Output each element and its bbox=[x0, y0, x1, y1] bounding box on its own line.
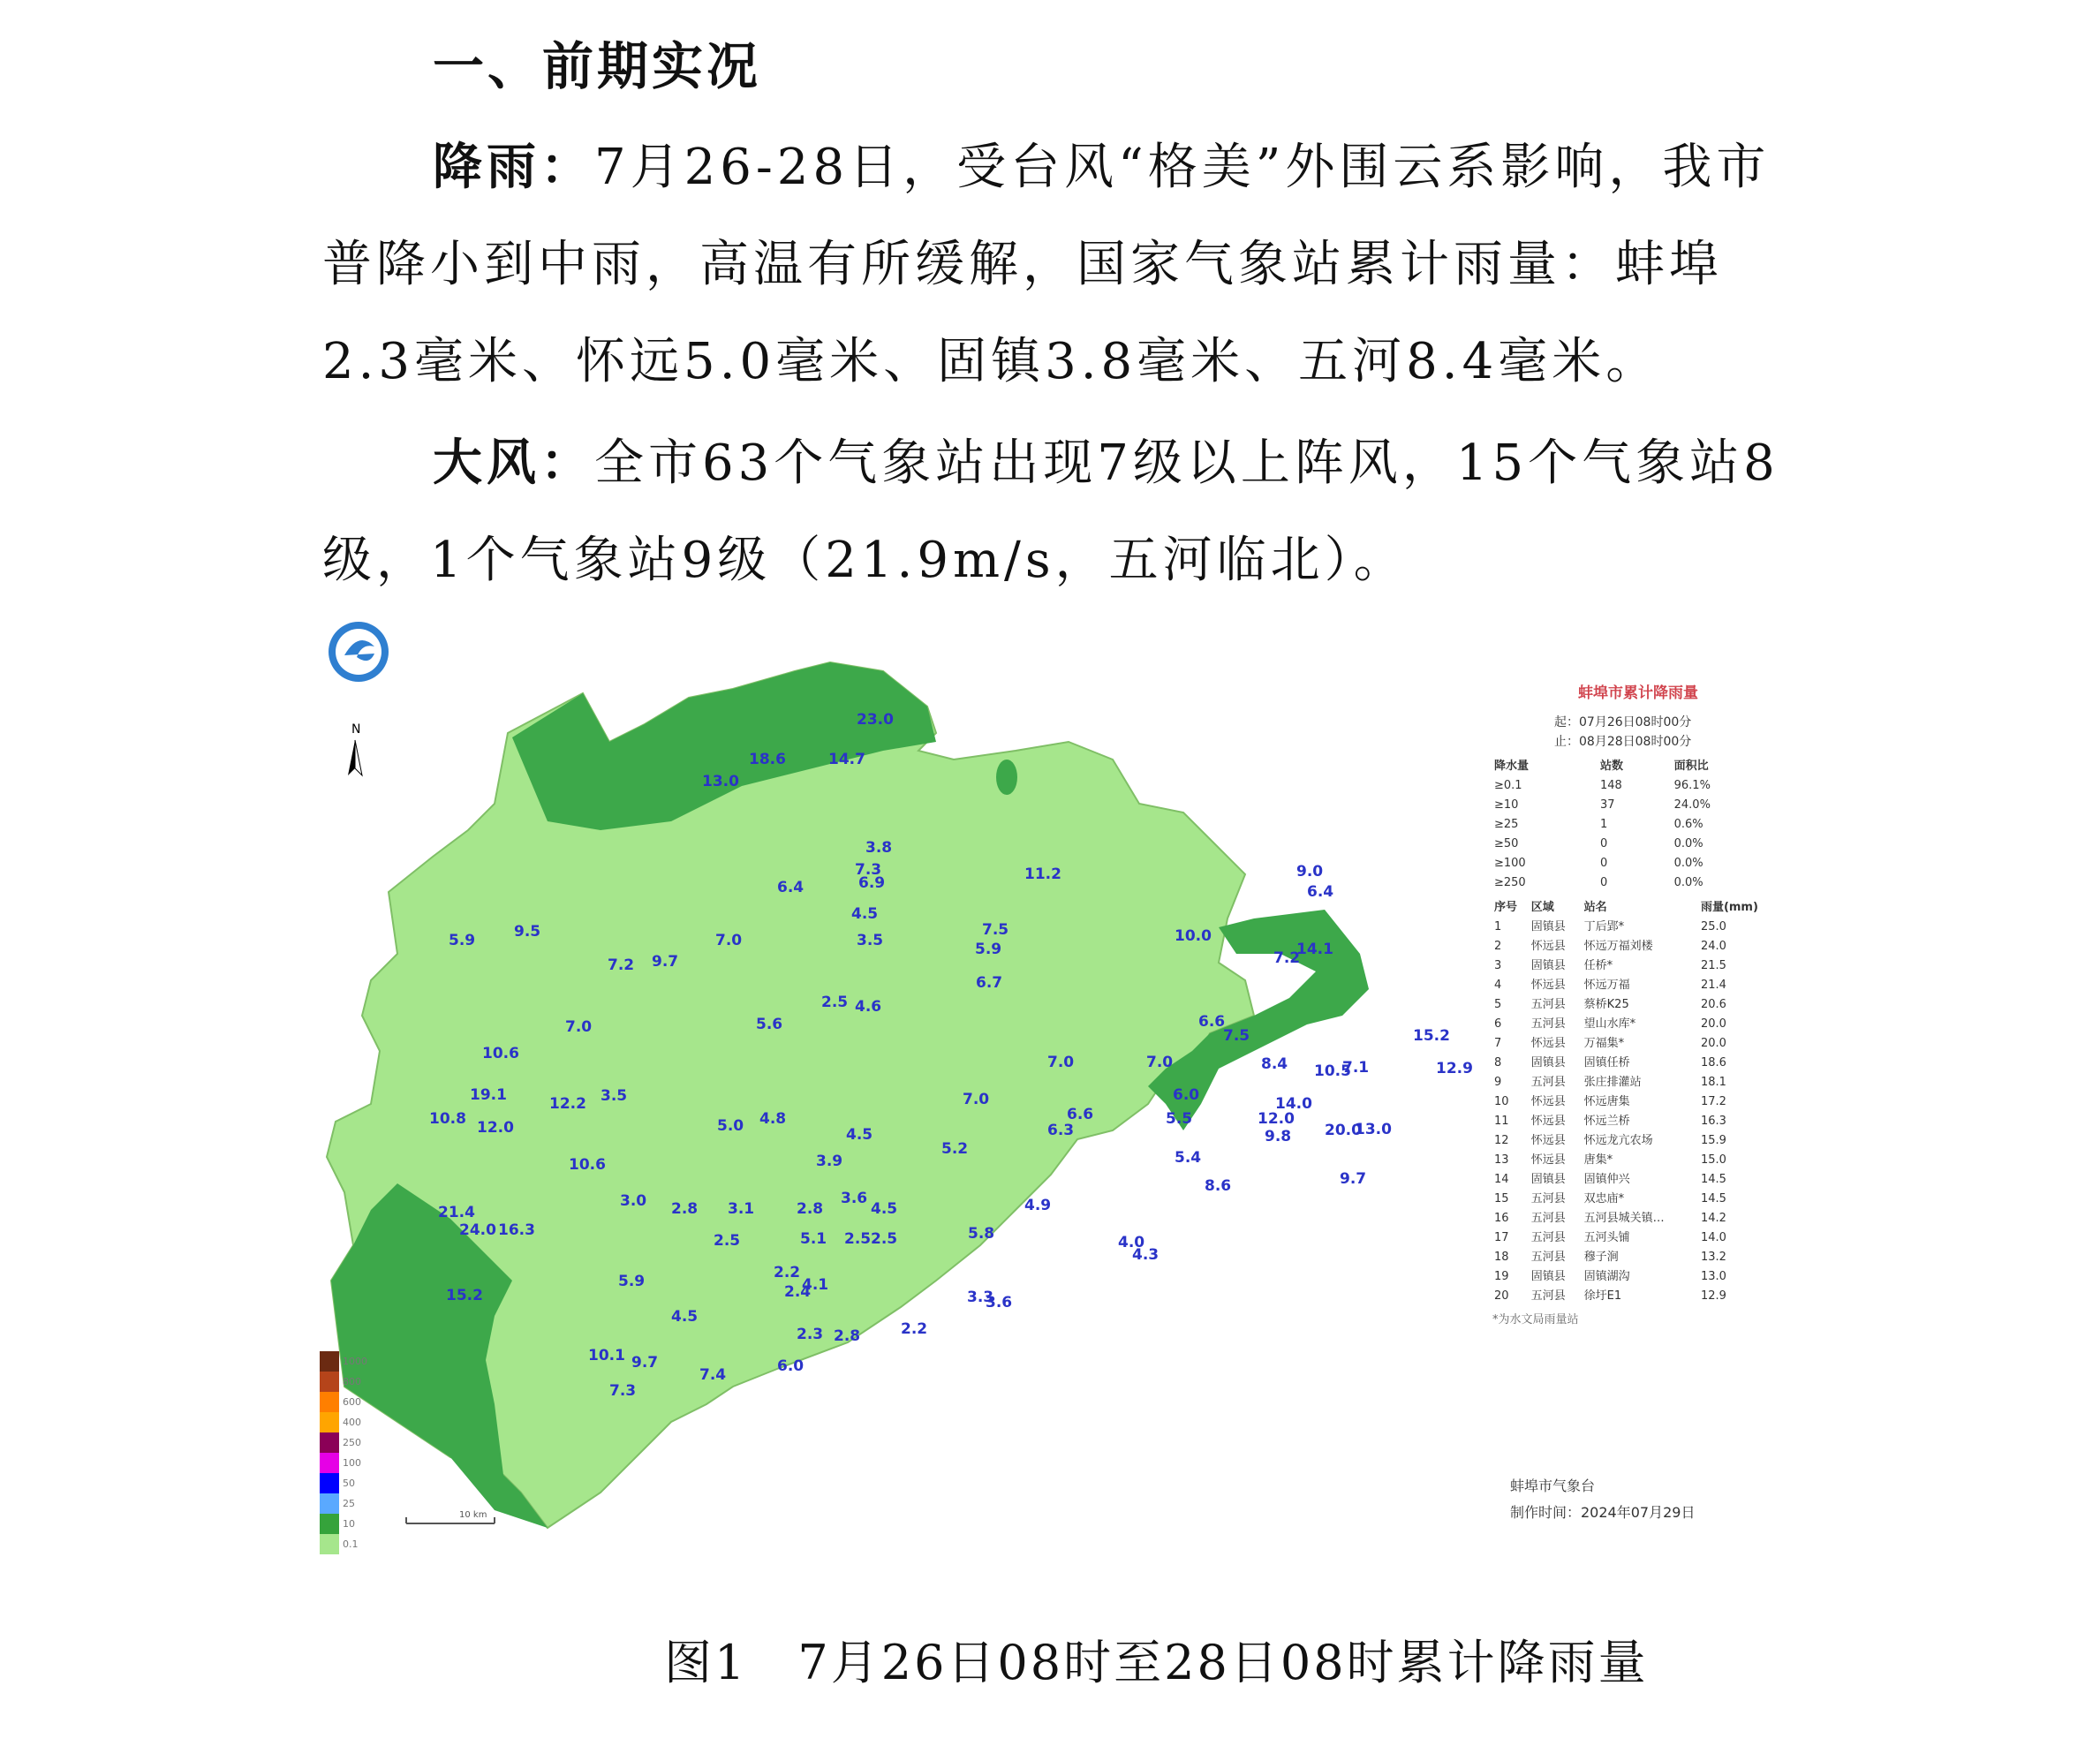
rank-cell: 固镇仲兴 bbox=[1583, 1173, 1630, 1186]
station-value: 9.7 bbox=[1340, 1170, 1367, 1188]
rank-cell: 13.0 bbox=[1700, 1270, 1726, 1283]
rank-row bbox=[1492, 1073, 1784, 1092]
rank-cell: 13 bbox=[1494, 1153, 1509, 1167]
rank-cell: 固镇县 bbox=[1530, 1173, 1566, 1186]
station-value: 23.0 bbox=[857, 711, 894, 729]
stats-cell: ≥25 bbox=[1494, 818, 1519, 831]
stats-table bbox=[1492, 757, 1784, 893]
colorbar-row bbox=[320, 1372, 367, 1392]
station-value: 6.0 bbox=[777, 1357, 804, 1375]
rank-row bbox=[1492, 937, 1784, 956]
rain-label: 降雨： bbox=[433, 139, 594, 196]
station-value: 21.4 bbox=[438, 1204, 475, 1221]
rank-cell: 怀远兰桥 bbox=[1583, 1115, 1630, 1128]
station-value: 6.3 bbox=[1047, 1122, 1075, 1139]
colorbar-row bbox=[320, 1432, 367, 1453]
station-value: 2.5 bbox=[871, 1230, 898, 1248]
station-value: 4.3 bbox=[1132, 1246, 1160, 1264]
station-value: 10.8 bbox=[429, 1110, 466, 1128]
station-value: 3.5 bbox=[857, 932, 884, 949]
rank-cell: 11 bbox=[1494, 1115, 1509, 1128]
station-value: 7.5 bbox=[1223, 1027, 1250, 1045]
rank-cell: 五河县 bbox=[1530, 1212, 1566, 1225]
rank-cell: 怀远龙亢农场 bbox=[1583, 1134, 1653, 1147]
stats-row bbox=[1492, 815, 1784, 835]
stats-header-cell: 降水量 bbox=[1494, 760, 1530, 773]
stats-cell: 0.0% bbox=[1673, 837, 1703, 850]
rank-header-cell: 雨量(mm) bbox=[1700, 901, 1758, 914]
rank-row bbox=[1492, 976, 1784, 995]
rank-cell: 任桥* bbox=[1583, 959, 1613, 972]
rank-cell: 唐集* bbox=[1583, 1153, 1613, 1167]
rank-row bbox=[1492, 1209, 1784, 1228]
rank-row bbox=[1492, 1151, 1784, 1170]
rank-cell: 怀远万福 bbox=[1583, 979, 1630, 992]
station-value: 4.0 bbox=[1118, 1234, 1145, 1251]
rank-cell: 五河县城关镇… bbox=[1583, 1212, 1665, 1225]
station-value: 2.2 bbox=[901, 1320, 928, 1338]
north-arrow-icon bbox=[348, 722, 362, 775]
rank-cell: 14 bbox=[1494, 1173, 1509, 1186]
station-value: 14.0 bbox=[1275, 1095, 1312, 1113]
rank-cell: 20.0 bbox=[1700, 1017, 1726, 1031]
station-value: 9.0 bbox=[1296, 863, 1324, 881]
colorbar-swatch bbox=[320, 1432, 339, 1453]
station-value: 2.2 bbox=[774, 1264, 801, 1281]
rank-cell: 徐圩E1 bbox=[1583, 1289, 1622, 1303]
station-value: 24.0 bbox=[459, 1221, 496, 1239]
station-value: 6.7 bbox=[976, 974, 1003, 992]
colorbar-swatch bbox=[320, 1392, 339, 1412]
stats-cell: 24.0% bbox=[1673, 798, 1711, 812]
rank-cell: 五河县 bbox=[1530, 1251, 1566, 1264]
colorbar-label: 25 bbox=[343, 1498, 355, 1509]
station-value: 2.4 bbox=[784, 1283, 812, 1301]
colorbar-swatch bbox=[320, 1351, 339, 1372]
stats-cell: 1 bbox=[1599, 818, 1608, 831]
station-value: 20.0 bbox=[1325, 1122, 1362, 1139]
station-value: 5.8 bbox=[968, 1225, 995, 1243]
colorbar-label: 600 bbox=[343, 1396, 361, 1408]
stats-header-row bbox=[1492, 757, 1784, 776]
station-value: 4.6 bbox=[855, 998, 882, 1016]
stats-row bbox=[1492, 835, 1784, 854]
agency-logo bbox=[329, 622, 389, 682]
rank-cell: 怀远万福刘楼 bbox=[1583, 940, 1653, 953]
station-value: 3.0 bbox=[620, 1192, 647, 1210]
rank-cell: 五河县 bbox=[1530, 1017, 1566, 1031]
stats-cell: ≥100 bbox=[1494, 857, 1526, 870]
rank-cell: 穆子涧 bbox=[1583, 1251, 1619, 1264]
rank-cell: 21.5 bbox=[1700, 959, 1726, 972]
rank-cell: 怀远县 bbox=[1530, 1134, 1566, 1147]
section-heading: 一、前期实况 bbox=[433, 36, 762, 96]
rank-header-cell: 序号 bbox=[1494, 901, 1518, 914]
station-value: 6.6 bbox=[1067, 1106, 1094, 1123]
colorbar-swatch bbox=[320, 1412, 339, 1432]
colorbar-swatch bbox=[320, 1372, 339, 1392]
station-value: 3.8 bbox=[865, 839, 893, 857]
station-value: 3.9 bbox=[816, 1153, 843, 1170]
rank-cell: 怀远县 bbox=[1530, 940, 1566, 953]
rank-cell: 五河头铺 bbox=[1583, 1231, 1630, 1244]
station-value: 9.8 bbox=[1265, 1128, 1292, 1145]
rank-cell: 怀远县 bbox=[1530, 1115, 1566, 1128]
svg-text:10 km: 10 km bbox=[459, 1510, 487, 1520]
rank-row bbox=[1492, 1015, 1784, 1034]
rank-cell: 20.6 bbox=[1700, 998, 1726, 1011]
rank-cell: 15.9 bbox=[1700, 1134, 1726, 1147]
station-value: 4.9 bbox=[1024, 1197, 1052, 1214]
rank-cell: 15.0 bbox=[1700, 1153, 1726, 1167]
rank-cell: 25.0 bbox=[1700, 920, 1726, 933]
station-value: 6.4 bbox=[1307, 883, 1334, 901]
station-value: 8.4 bbox=[1261, 1055, 1288, 1073]
colorbar-row bbox=[320, 1534, 367, 1554]
legend-start-time: 起：07月26日08时00分 bbox=[1554, 715, 1692, 729]
stats-header-cell: 面积比 bbox=[1673, 760, 1709, 773]
colorbar-label: 250 bbox=[343, 1437, 361, 1448]
station-value: 2.8 bbox=[671, 1200, 699, 1218]
rank-cell: 五河县 bbox=[1530, 1192, 1566, 1206]
station-value: 5.9 bbox=[975, 941, 1002, 958]
rank-cell: 怀远县 bbox=[1530, 1153, 1566, 1167]
station-value: 6.9 bbox=[858, 874, 886, 892]
station-value: 9.7 bbox=[631, 1354, 659, 1372]
rank-cell: 14.0 bbox=[1700, 1231, 1726, 1244]
rank-cell: 15 bbox=[1494, 1192, 1509, 1206]
rank-cell: 17 bbox=[1494, 1231, 1509, 1244]
rank-row bbox=[1492, 918, 1784, 937]
colorbar-label: 50 bbox=[343, 1478, 355, 1489]
colorbar-row bbox=[320, 1392, 367, 1412]
rank-cell: 6 bbox=[1494, 1017, 1502, 1031]
station-value: 5.9 bbox=[618, 1273, 646, 1290]
colorbar-row bbox=[320, 1514, 367, 1534]
colorbar-label: 800 bbox=[343, 1376, 361, 1387]
rank-row bbox=[1492, 1112, 1784, 1131]
agency-name: 蚌埠市气象台 bbox=[1510, 1478, 1596, 1494]
rank-cell: 7 bbox=[1494, 1037, 1502, 1050]
rank-cell: 五河县 bbox=[1530, 1231, 1566, 1244]
station-value: 6.6 bbox=[1198, 1013, 1226, 1031]
rank-cell: 18.1 bbox=[1700, 1076, 1726, 1089]
rain-paragraph bbox=[322, 119, 1788, 411]
station-value: 14.7 bbox=[828, 751, 865, 768]
stats-cell: 37 bbox=[1599, 798, 1615, 812]
rank-row bbox=[1492, 1034, 1784, 1054]
rain-summary-legend bbox=[1492, 680, 1784, 1327]
rank-table bbox=[1492, 898, 1784, 1306]
stats-cell: 0.0% bbox=[1673, 857, 1703, 870]
station-value: 2.5 bbox=[714, 1232, 741, 1250]
rank-cell: 1 bbox=[1494, 920, 1502, 933]
rank-row bbox=[1492, 1092, 1784, 1112]
rank-cell: 怀远县 bbox=[1530, 1095, 1566, 1108]
station-value: 5.6 bbox=[756, 1016, 783, 1033]
station-value: 9.7 bbox=[652, 953, 679, 971]
legend-end-time: 止：08月28日08时00分 bbox=[1554, 735, 1692, 749]
rank-cell: 24.0 bbox=[1700, 940, 1726, 953]
station-value: 4.1 bbox=[802, 1276, 829, 1294]
station-value: 10.6 bbox=[482, 1045, 519, 1062]
station-value: 7.4 bbox=[699, 1366, 727, 1384]
rank-cell: 8 bbox=[1494, 1056, 1502, 1070]
station-value: 2.5 bbox=[844, 1230, 872, 1248]
station-value: 3.6 bbox=[986, 1294, 1013, 1311]
colorbar-swatch bbox=[320, 1534, 339, 1554]
stats-cell: 148 bbox=[1599, 779, 1622, 792]
station-value: 5.9 bbox=[449, 932, 476, 949]
colorbar-row bbox=[320, 1473, 367, 1493]
stats-cell: 0 bbox=[1599, 837, 1608, 850]
rank-cell: 18 bbox=[1494, 1251, 1509, 1264]
station-value: 11.2 bbox=[1024, 865, 1061, 883]
rank-cell: 固镇任桥 bbox=[1583, 1056, 1630, 1070]
station-value: 15.2 bbox=[446, 1287, 483, 1304]
stats-cell: ≥50 bbox=[1494, 837, 1519, 850]
rank-header-cell: 区域 bbox=[1530, 901, 1554, 914]
rank-cell: 21.4 bbox=[1700, 979, 1726, 992]
stats-header-cell: 站数 bbox=[1599, 760, 1623, 773]
rank-row bbox=[1492, 995, 1784, 1015]
colorbar-row bbox=[320, 1493, 367, 1514]
station-value: 10.1 bbox=[588, 1347, 625, 1364]
stats-cell: 96.1% bbox=[1673, 779, 1711, 792]
station-value: 3.5 bbox=[601, 1087, 628, 1105]
station-value: 7.2 bbox=[1273, 949, 1301, 967]
rank-cell: 五河县 bbox=[1530, 998, 1566, 1011]
station-value: 3.3 bbox=[967, 1289, 994, 1306]
rank-row bbox=[1492, 1248, 1784, 1267]
colorbar-swatch bbox=[320, 1493, 339, 1514]
rank-row bbox=[1492, 1267, 1784, 1287]
colorbar-label: 0.1 bbox=[343, 1538, 359, 1550]
station-value: 8.6 bbox=[1205, 1177, 1232, 1195]
rank-row bbox=[1492, 1190, 1784, 1209]
colorbar-row bbox=[320, 1351, 367, 1372]
rank-cell: 怀远唐集 bbox=[1583, 1095, 1630, 1108]
rank-cell: 固镇湖沟 bbox=[1583, 1270, 1630, 1283]
rain-text: 7月26-28日，受台风“格美”外围云系影响，我市普降小到中雨，高温有所缓解，国家气象站累计雨量：蚌埠2.3毫米、怀远5.0毫米、固镇3.8毫米、五河8.4毫米。 bbox=[322, 139, 1771, 390]
station-value: 3.1 bbox=[728, 1200, 755, 1218]
rank-row bbox=[1492, 1054, 1784, 1073]
rank-cell: 五河县 bbox=[1530, 1289, 1566, 1303]
station-value: 5.4 bbox=[1175, 1149, 1202, 1167]
rank-cell: 怀远县 bbox=[1530, 979, 1566, 992]
legend-title: 蚌埠市累计降雨量 bbox=[1578, 684, 1698, 702]
stats-cell: ≥0.1 bbox=[1494, 779, 1522, 792]
rank-cell: 五河县 bbox=[1530, 1076, 1566, 1089]
rank-cell: 双忠庙* bbox=[1583, 1192, 1625, 1206]
stats-row bbox=[1492, 873, 1784, 893]
rank-cell: 12 bbox=[1494, 1134, 1509, 1147]
rank-header-row bbox=[1492, 898, 1784, 918]
made-time: 制作时间：2024年07月29日 bbox=[1510, 1504, 1696, 1521]
station-value: 2.3 bbox=[797, 1326, 824, 1343]
map-region-dark-spot bbox=[996, 760, 1017, 795]
rank-cell: 20 bbox=[1494, 1289, 1509, 1303]
station-value: 16.3 bbox=[498, 1221, 535, 1239]
station-value: 2.8 bbox=[797, 1200, 824, 1218]
rank-row bbox=[1492, 1228, 1784, 1248]
rank-cell: 固镇县 bbox=[1530, 920, 1566, 933]
stats-row bbox=[1492, 854, 1784, 873]
agency-block bbox=[1510, 1473, 1695, 1526]
station-value: 7.1 bbox=[1342, 1059, 1370, 1077]
rank-cell: 13.2 bbox=[1700, 1251, 1726, 1264]
station-value: 5.5 bbox=[1166, 1110, 1193, 1128]
station-value: 7.2 bbox=[608, 956, 635, 974]
wind-label: 大风： bbox=[433, 435, 594, 492]
colorbar-label: 1000 bbox=[343, 1356, 367, 1367]
station-value: 4.5 bbox=[851, 905, 879, 923]
rank-cell: 14.5 bbox=[1700, 1192, 1726, 1206]
station-value: 7.0 bbox=[1146, 1054, 1174, 1071]
station-value: 10.6 bbox=[569, 1156, 606, 1174]
rank-row bbox=[1492, 1131, 1784, 1151]
rank-cell: 张庄排灌站 bbox=[1583, 1076, 1642, 1089]
stats-cell: 0.6% bbox=[1673, 818, 1703, 831]
stats-row bbox=[1492, 796, 1784, 815]
rank-cell: 怀远县 bbox=[1530, 1037, 1566, 1050]
colorbar-label: 100 bbox=[343, 1457, 361, 1469]
wind-text: 全市63个气象站出现7级以上阵风，15个气象站8级，1个气象站9级（21.9m/s，五河临北）。 bbox=[322, 435, 1779, 589]
station-value: 15.2 bbox=[1413, 1027, 1450, 1045]
rank-cell: 丁后郢* bbox=[1583, 920, 1625, 933]
rank-cell: 固镇县 bbox=[1530, 1270, 1566, 1283]
station-value: 12.0 bbox=[477, 1119, 514, 1137]
rank-cell: 望山水库* bbox=[1583, 1017, 1636, 1031]
svg-text:N: N bbox=[351, 722, 361, 737]
station-value: 7.0 bbox=[565, 1018, 593, 1036]
station-value: 7.0 bbox=[715, 932, 743, 949]
station-value: 18.6 bbox=[749, 751, 786, 768]
rank-cell: 3 bbox=[1494, 959, 1502, 972]
station-value: 2.8 bbox=[834, 1327, 861, 1345]
rank-cell: 14.5 bbox=[1700, 1173, 1726, 1186]
stats-row bbox=[1492, 776, 1784, 796]
rank-cell: 18.6 bbox=[1700, 1056, 1726, 1070]
colorbar-label: 400 bbox=[343, 1417, 361, 1428]
rank-cell: 19 bbox=[1494, 1270, 1509, 1283]
rank-cell: 2 bbox=[1494, 940, 1502, 953]
scale-bar bbox=[406, 1510, 495, 1523]
station-value: 7.5 bbox=[982, 921, 1009, 939]
rank-row bbox=[1492, 1287, 1784, 1306]
rank-cell: 万福集* bbox=[1583, 1037, 1625, 1050]
station-value: 5.2 bbox=[941, 1140, 969, 1158]
colorbar-swatch bbox=[320, 1514, 339, 1534]
station-value: 9.5 bbox=[514, 923, 541, 941]
station-value: 10.0 bbox=[1175, 927, 1212, 945]
rank-cell: 固镇县 bbox=[1530, 1056, 1566, 1070]
rank-cell: 固镇县 bbox=[1530, 959, 1566, 972]
colorbar-swatch bbox=[320, 1453, 339, 1473]
station-value: 12.0 bbox=[1258, 1110, 1295, 1128]
rank-cell: 17.2 bbox=[1700, 1095, 1726, 1108]
station-value: 7.3 bbox=[855, 861, 882, 879]
station-value: 7.0 bbox=[1047, 1054, 1075, 1071]
station-value: 5.1 bbox=[800, 1230, 827, 1248]
station-value: 13.0 bbox=[1355, 1121, 1392, 1138]
colorbar-row bbox=[320, 1453, 367, 1473]
station-value: 12.2 bbox=[549, 1095, 586, 1113]
station-value: 14.1 bbox=[1296, 941, 1333, 958]
stats-cell: 0 bbox=[1599, 876, 1608, 889]
rank-cell: 20.0 bbox=[1700, 1037, 1726, 1050]
station-value: 3.6 bbox=[841, 1190, 868, 1207]
station-value: 6.0 bbox=[1173, 1086, 1200, 1104]
station-value: 10.5 bbox=[1314, 1062, 1351, 1080]
colorbar-label: 10 bbox=[343, 1518, 355, 1530]
station-value: 4.8 bbox=[759, 1110, 787, 1128]
rank-cell: 4 bbox=[1494, 979, 1502, 992]
stats-cell: 0 bbox=[1599, 857, 1608, 870]
colorbar-legend bbox=[320, 1351, 367, 1554]
station-value: 7.3 bbox=[609, 1382, 637, 1400]
rank-cell: 12.9 bbox=[1700, 1289, 1726, 1303]
station-value: 4.5 bbox=[871, 1200, 898, 1218]
station-value: 2.5 bbox=[821, 994, 849, 1011]
station-value: 12.9 bbox=[1436, 1060, 1473, 1077]
rank-cell: 10 bbox=[1494, 1095, 1509, 1108]
stats-cell: 0.0% bbox=[1673, 876, 1703, 889]
station-value: 6.4 bbox=[777, 879, 804, 896]
rank-row bbox=[1492, 956, 1784, 976]
rank-row bbox=[1492, 1170, 1784, 1190]
colorbar-swatch bbox=[320, 1473, 339, 1493]
station-value: 4.5 bbox=[846, 1126, 873, 1144]
figure-caption: 图1 7月26日08时至28日08时累计降雨量 bbox=[664, 1635, 1649, 1690]
station-value: 5.0 bbox=[717, 1117, 744, 1135]
rank-cell: 14.2 bbox=[1700, 1212, 1726, 1225]
rank-cell: 16.3 bbox=[1700, 1115, 1726, 1128]
rank-cell: 16 bbox=[1494, 1212, 1509, 1225]
stats-cell: ≥10 bbox=[1494, 798, 1519, 812]
station-value: 4.5 bbox=[671, 1308, 699, 1326]
legend-note: *为水文局雨量站 bbox=[1492, 1313, 1579, 1327]
rank-cell: 5 bbox=[1494, 998, 1502, 1011]
rank-cell: 9 bbox=[1494, 1076, 1502, 1089]
stats-cell: ≥250 bbox=[1494, 876, 1526, 889]
wind-paragraph bbox=[322, 415, 1788, 609]
colorbar-row bbox=[320, 1412, 367, 1432]
rank-cell: 蔡桥K25 bbox=[1583, 998, 1629, 1011]
station-value: 19.1 bbox=[470, 1086, 507, 1104]
station-value: 13.0 bbox=[702, 773, 739, 790]
station-value: 7.0 bbox=[963, 1091, 990, 1108]
rank-header-cell: 站名 bbox=[1583, 901, 1607, 914]
